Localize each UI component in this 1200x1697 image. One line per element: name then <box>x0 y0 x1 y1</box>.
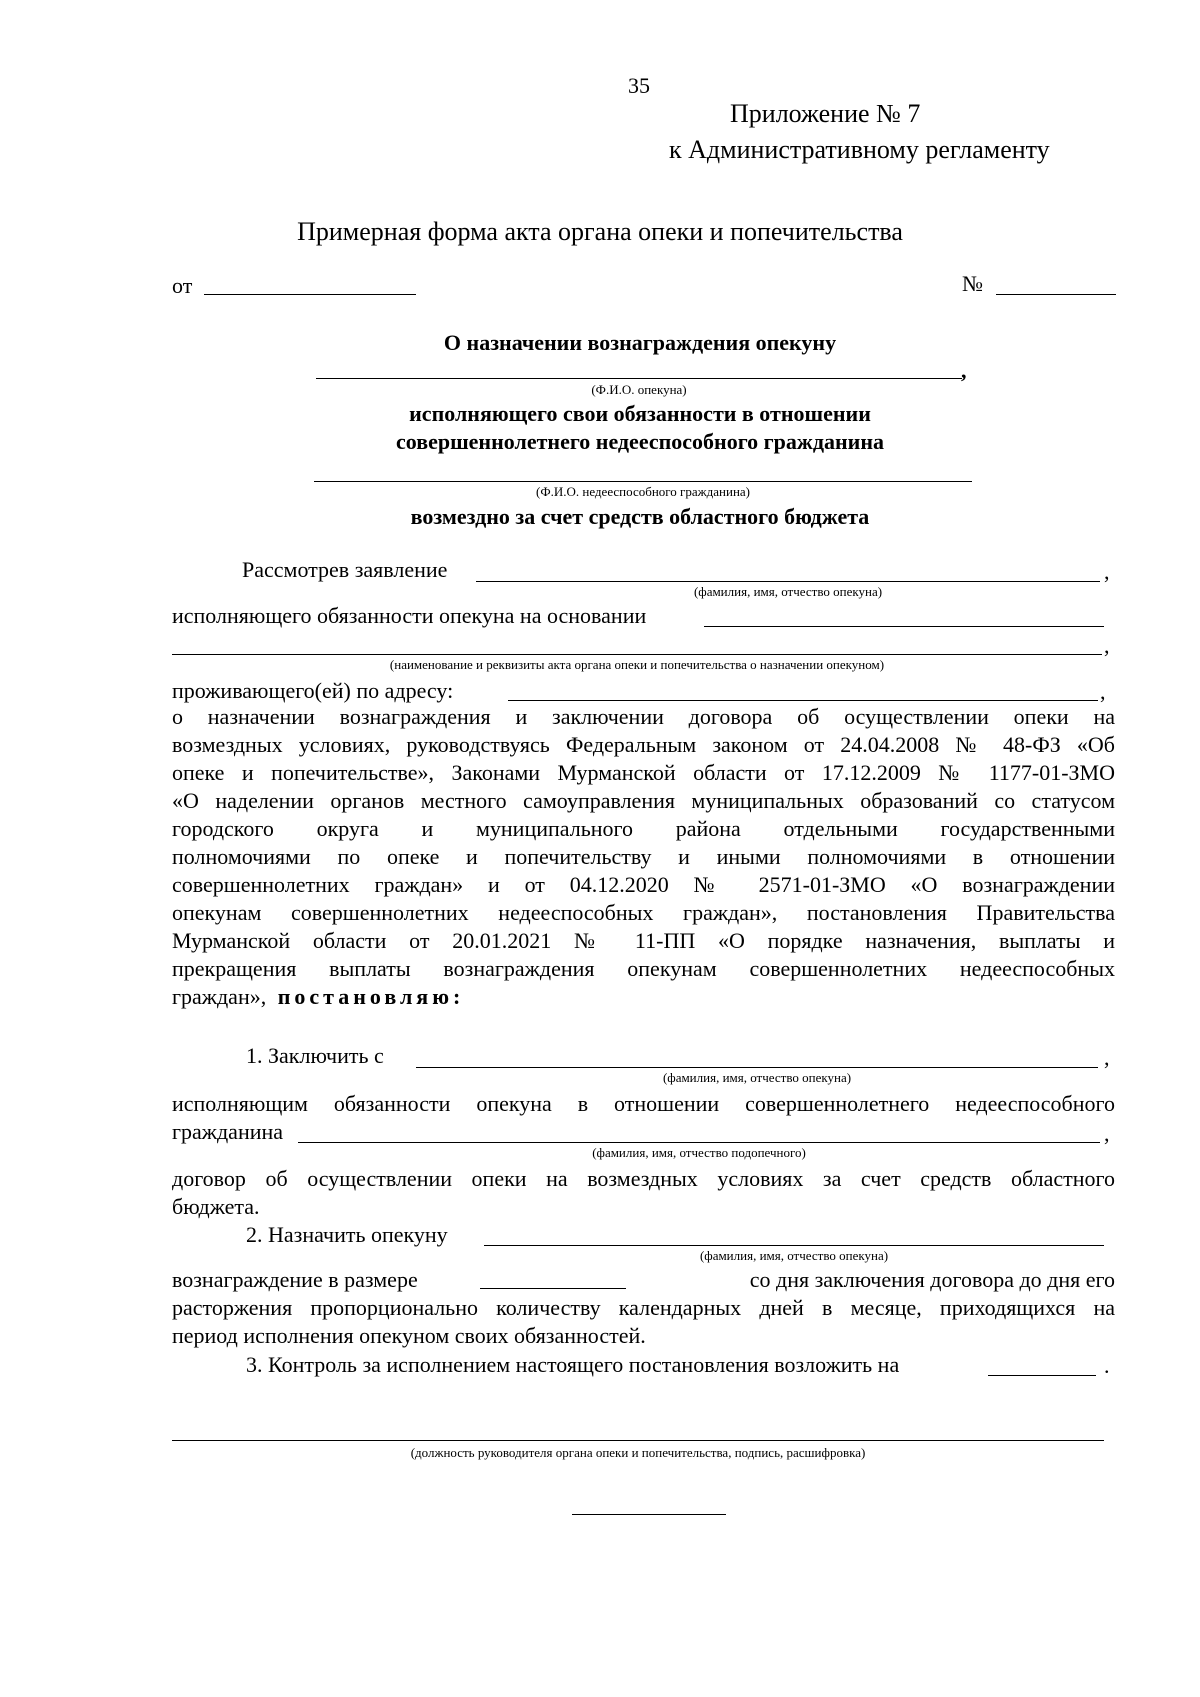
item-2-label: 2. Назначить опекуну <box>246 1222 448 1247</box>
item-3-responsible-line[interactable] <box>988 1375 1096 1376</box>
act-caption: (наименование и реквизиты акта органа опеки и попечительства о назначении опекуном) <box>389 657 885 672</box>
paragraph-line: возмездных условиях, руководствуясь Федеральным законом от 24.04.2008 № 48-ФЗ «Об <box>172 732 1115 757</box>
applicant-fio-line[interactable] <box>476 581 1100 582</box>
item-1-comma: , <box>1104 1045 1110 1070</box>
subject-heading: О назначении вознаграждения опекуну <box>443 330 837 355</box>
item-1-line-2: исполняющим обязанности опекуна в отношении совершеннолетнего недееспособного <box>172 1091 1115 1116</box>
item-2-guardian-caption: (фамилия, имя, отчество опекуна) <box>699 1248 889 1263</box>
item-1-ward-line[interactable] <box>298 1142 1100 1143</box>
applicant-comma: , <box>1104 559 1110 584</box>
act-comma: , <box>1104 633 1110 658</box>
item-1-line-5: бюджета. <box>172 1194 260 1219</box>
address-field-line[interactable] <box>508 700 1098 701</box>
paragraph-line: совершеннолетних граждан» и от 04.12.2020 № 2571-01-ЗМО «О вознаграждении <box>172 872 1115 897</box>
guardian-fio-line[interactable] <box>316 378 962 379</box>
ward-fio-line[interactable] <box>314 481 972 482</box>
signature-caption: (должность руководителя органа опеки и попечительства, подпись, расшифровка) <box>410 1445 866 1460</box>
basis-field-line[interactable] <box>704 626 1104 627</box>
ward-fio-caption: (Ф.И.О. недееспособного гражданина) <box>536 484 750 499</box>
paragraph-line: опеке и попечительстве», Законами Мурманской области от 17.12.2009 № 1177-01-ЗМО <box>172 760 1115 785</box>
paragraph-last-line-start: граждан», <box>172 984 267 1009</box>
basis-label: исполняющего обязанности опекуна на основании <box>172 603 647 628</box>
paragraph-line: полномочиями по опеке и попечительству и иными полномочиями в отношении <box>172 844 1115 869</box>
paragraph-line: «О наделении органов местного самоуправления муниципальных образований со статусом <box>172 788 1115 813</box>
page-number: 35 <box>628 73 650 98</box>
closing-rule <box>572 1514 726 1515</box>
applicant-fio-caption: (фамилия, имя, отчество опекуна) <box>693 584 883 599</box>
item-1-line-4: договор об осуществлении опеки на возмездных условиях за счет средств областного <box>172 1166 1115 1191</box>
item-2-line-4: период исполнения опекуном своих обязанностей. <box>172 1323 646 1348</box>
paragraph-line: городского округа и муниципального района отдельными государственными <box>172 816 1115 841</box>
paragraph-line: о назначении вознаграждения и заключении договора об осуществлении опеки на <box>172 704 1115 729</box>
item-3-label: 3. Контроль за исполнением настоящего постановления возложить на <box>246 1352 900 1377</box>
signature-line[interactable] <box>172 1440 1104 1441</box>
item-1-guardian-caption: (фамилия, имя, отчество опекуна) <box>662 1070 852 1085</box>
form-title: Примерная форма акта органа опеки и попечительства <box>297 217 903 246</box>
paragraph-line: опекунам совершеннолетних недееспособных граждан», постановления Правительства <box>172 900 1115 925</box>
paragraph-line: прекращения выплаты вознаграждения опекунам совершеннолетних недееспособных <box>172 956 1115 981</box>
address-comma: , <box>1100 679 1106 704</box>
from-label: от <box>172 273 193 298</box>
address-label: проживающего(ей) по адресу: <box>172 678 454 703</box>
reward-amount-line[interactable] <box>480 1288 626 1289</box>
guardian-comma: , <box>961 358 967 383</box>
item-3-end: . <box>1104 1353 1110 1378</box>
appendix-line-1: Приложение № 7 <box>730 99 921 128</box>
guardian-fio-caption: (Ф.И.О. опекуна) <box>591 382 687 397</box>
paragraph-last-line <box>172 983 464 1011</box>
item-1-guardian-line[interactable] <box>416 1067 1098 1068</box>
item-1-line-3-label: гражданина <box>172 1119 284 1144</box>
item-1-ward-caption: (фамилия, имя, отчество подопечного) <box>592 1145 806 1160</box>
paragraph-line: Мурманской области от 20.01.2021 № 11-ПП «О порядке назначения, выплаты и <box>172 928 1115 953</box>
act-field-line[interactable] <box>172 654 1102 655</box>
item-2-line-3: расторжения пропорционально количеству календарных дней в месяце, приходящихся на <box>172 1295 1115 1320</box>
number-label: № <box>962 271 983 296</box>
item-2-guardian-line[interactable] <box>484 1245 1104 1246</box>
number-field-line[interactable] <box>996 294 1116 295</box>
subject-line-2: исполняющего свои обязанности в отношении <box>409 401 871 426</box>
item-1-label: 1. Заключить с <box>246 1043 384 1068</box>
item-2-line-2-part-2: со дня заключения договора до дня его <box>749 1267 1115 1292</box>
subject-line-4: возмездно за счет средств областного бюджета <box>410 504 870 529</box>
appendix-line-2: к Административному регламенту <box>669 135 1050 164</box>
item-2-line-2-part-1: вознаграждение в размере <box>172 1267 418 1292</box>
item-1-line-3-comma: , <box>1104 1121 1110 1146</box>
decree-word: постановляю: <box>277 984 465 1009</box>
subject-line-3: совершеннолетнего недееспособного гражданина <box>395 429 885 454</box>
item-2-line-2 <box>172 1266 1115 1294</box>
date-field-line[interactable] <box>204 294 416 295</box>
considered-label: Рассмотрев заявление <box>242 557 448 582</box>
